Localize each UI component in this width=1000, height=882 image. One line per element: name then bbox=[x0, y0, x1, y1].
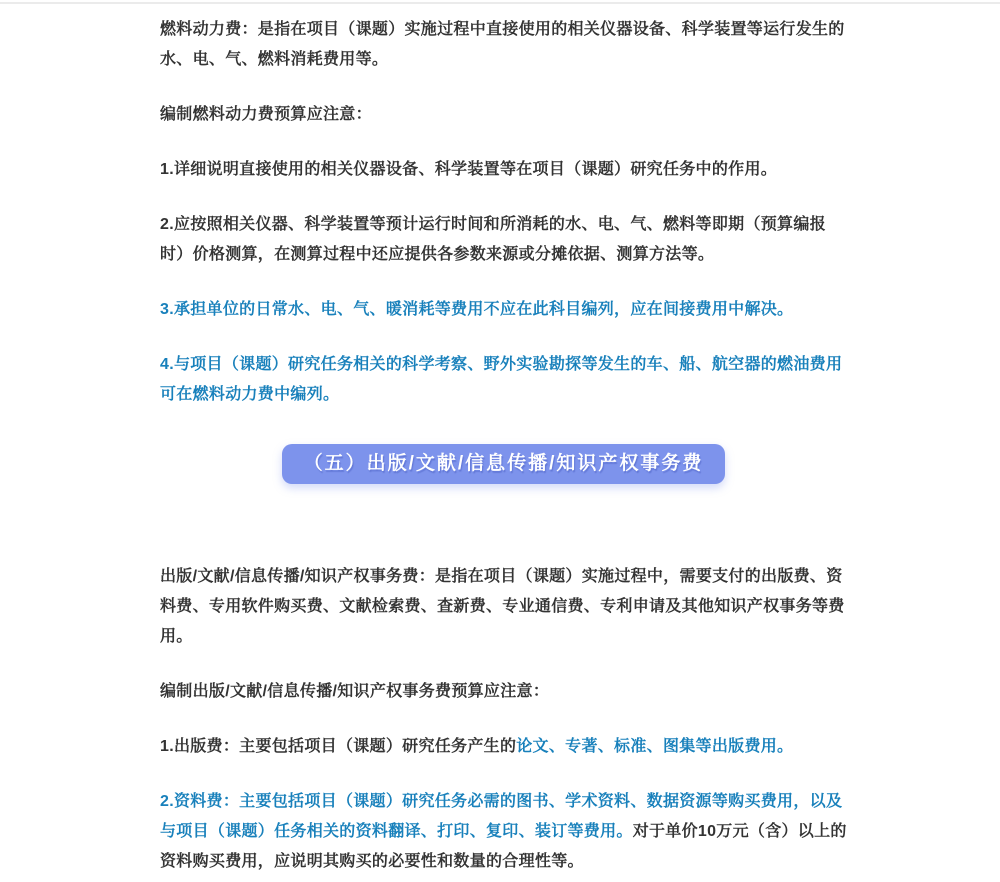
publication-note-2-dark-text: 对于单价10万元（含）以上的资料购买费用，应说明其购买的必要性和数量的合理性等。 bbox=[160, 823, 847, 870]
publication-note-1 bbox=[160, 732, 847, 762]
fuel-notes-heading: 编制燃料动力费预算应注意： bbox=[160, 106, 372, 123]
fuel-note-2: 2.应按照相关仪器、科学装置等预计运行时间和所消耗的水、电、气、燃料等即期（预算编报时）价格测算，在测算过程中还应提供各参数来源或分摊依据、测算方法等。 bbox=[160, 216, 826, 263]
publication-note-2 bbox=[160, 787, 847, 877]
fuel-note-3: 3.承担单位的日常水、电、气、暖消耗等费用不应在此科目编列，应在间接费用中解决。 bbox=[160, 301, 794, 318]
fuel-note-4: 4.与项目（课题）研究任务相关的科学考察、野外实验勘探等发生的车、船、航空器的燃油费用可在燃料动力费中编列。 bbox=[160, 356, 843, 403]
publication-note-1-dark-text: 1.出版费：主要包括项目（课题）研究任务产生的 bbox=[160, 738, 517, 755]
publication-notes-heading: 编制出版/文献/信息传播/知识产权事务费预算应注意： bbox=[160, 683, 550, 700]
publication-definition-paragraph: 出版/文献/信息传播/知识产权事务费：是指在项目（课题）实施过程中，需要支付的出版费、资料费、专用软件购买费、文献检索费、查新费、专业通信费、专利申请及其他知识产权事务等费用。 bbox=[160, 568, 845, 645]
section-badge-row bbox=[160, 444, 847, 484]
section-five-title-badge: （五）出版/文献/信息传播/知识产权事务费 bbox=[282, 444, 726, 484]
fuel-definition-paragraph: 燃料动力费：是指在项目（课题）实施过程中直接使用的相关仪器设备、科学装置等运行发生的水、电、气、燃料消耗费用等。 bbox=[160, 21, 845, 68]
top-divider bbox=[0, 2, 1000, 4]
publication-note-2-blue-text: 2.资料费：主要包括项目（课题）研究任务必需的图书、学术资料、数据资源等购买费用，以及与项目（课题）任务相关的资料翻译、打印、复印、装订等费用。 bbox=[160, 793, 843, 840]
publication-note-1-blue-text: 论文、专著、标准、图集等出版费用。 bbox=[516, 738, 794, 755]
fuel-note-1: 1.详细说明直接使用的相关仪器设备、科学装置等在项目（课题）研究任务中的作用。 bbox=[160, 161, 778, 178]
